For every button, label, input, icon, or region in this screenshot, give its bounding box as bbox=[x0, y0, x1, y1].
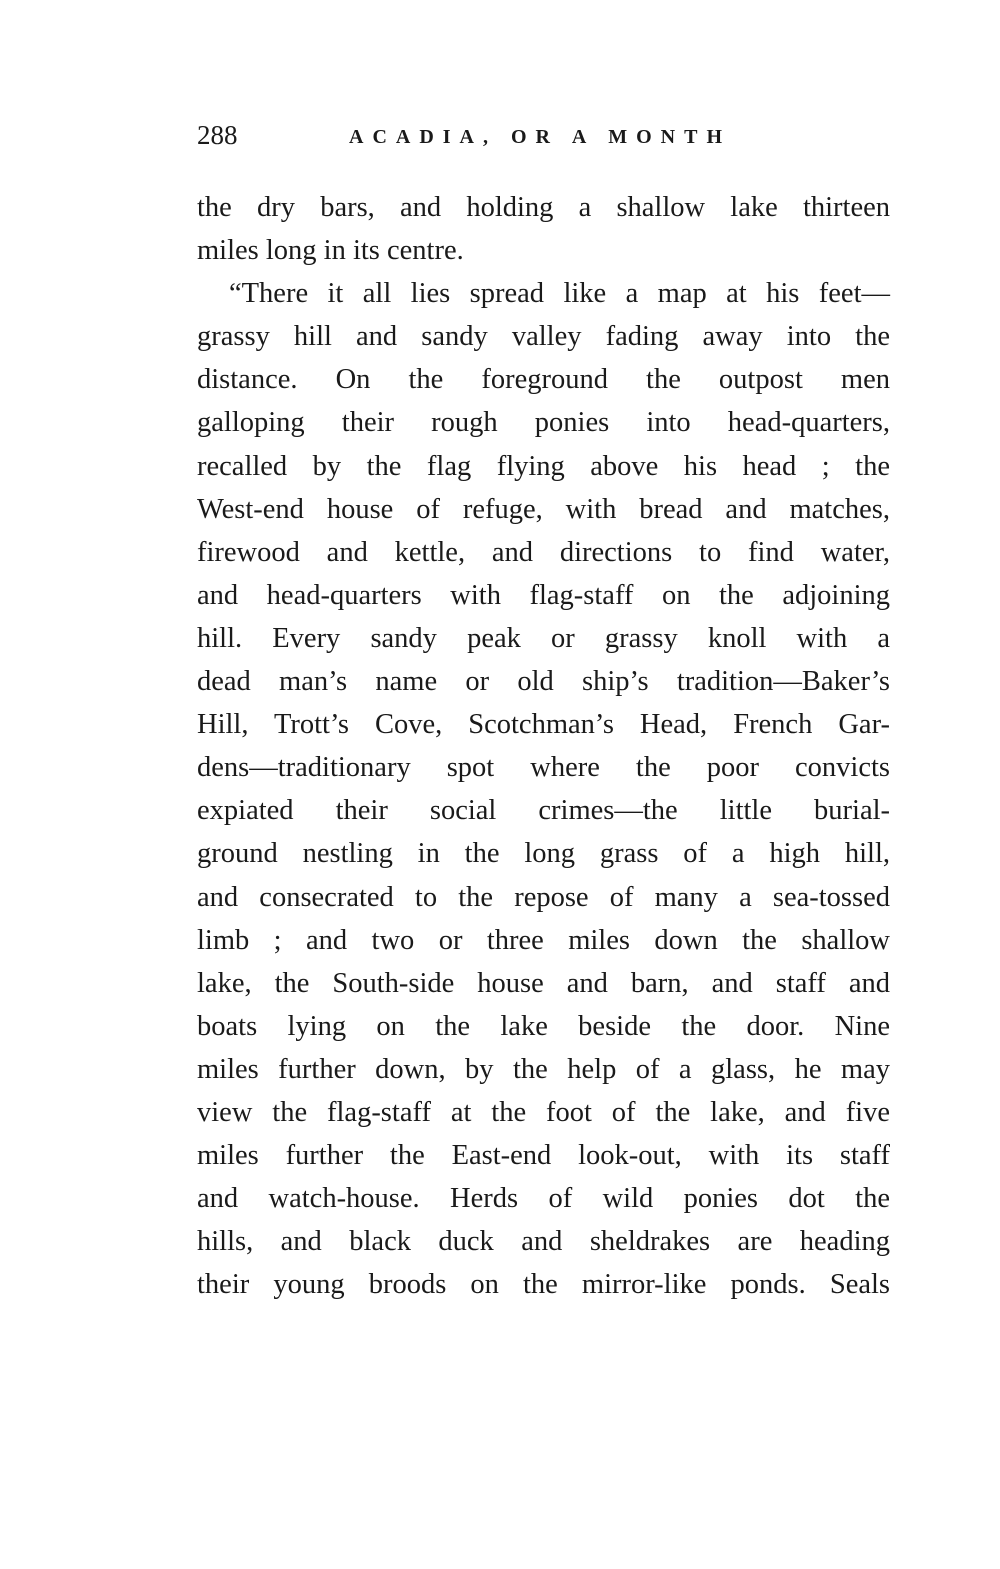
running-title: ACADIA, OR A MONTH bbox=[349, 126, 732, 148]
text-line: West-end house of refuge, with bread and matches, bbox=[197, 493, 890, 525]
text-line: hill. Every sandy peak or grassy knoll with a bbox=[197, 622, 890, 654]
text-line: hills, and black duck and sheldrakes are heading bbox=[197, 1226, 890, 1258]
text-line: firewood and kettle, and directions to find water, bbox=[197, 536, 890, 568]
text-line: boats lying on the lake beside the door. Nine bbox=[197, 1010, 890, 1042]
text-line: miles long in its centre. bbox=[197, 235, 464, 267]
text-line: grassy hill and sandy valley fading away into the bbox=[197, 321, 890, 353]
text-line: miles further the East-end look-out, with its staff bbox=[197, 1140, 890, 1172]
text-line: ground nestling in the long grass of a high hill, bbox=[197, 838, 890, 870]
text-line: and head-quarters with flag-staff on the adjoining bbox=[197, 579, 890, 611]
body-text bbox=[197, 186, 890, 1306]
text-line: recalled by the flag flying above his head ; the bbox=[197, 450, 890, 482]
text-line: lake, the South-side house and barn, and staff and bbox=[197, 967, 890, 999]
text-line: limb ; and two or three miles down the shallow bbox=[197, 924, 890, 956]
text-line: view the flag-staff at the foot of the lake, and five bbox=[197, 1096, 890, 1128]
text-line: expiated their social crimes—the little burial- bbox=[197, 795, 890, 827]
text-line: dead man’s name or old ship’s tradition—Baker’s bbox=[197, 666, 890, 698]
text-line: “There it all lies spread like a map at his feet— bbox=[229, 278, 890, 310]
page-number: 288 bbox=[197, 120, 238, 150]
page-header bbox=[197, 120, 890, 160]
text-line: miles further down, by the help of a glass, he may bbox=[197, 1053, 890, 1085]
text-line: galloping their rough ponies into head-quarters, bbox=[197, 407, 890, 439]
text-line: and watch-house. Herds of wild ponies dot the bbox=[197, 1183, 890, 1215]
text-line: distance. On the foreground the outpost men bbox=[197, 364, 890, 396]
text-line: dens—traditionary spot where the poor convicts bbox=[197, 752, 890, 784]
text-line: Hill, Trott’s Cove, Scotchman’s Head, French Gar- bbox=[197, 709, 890, 741]
text-line: the dry bars, and holding a shallow lake thirteen bbox=[197, 192, 890, 223]
text-line: their young broods on the mirror-like ponds. Seals bbox=[197, 1269, 890, 1301]
text-line: and consecrated to the repose of many a sea-tossed bbox=[197, 881, 890, 913]
